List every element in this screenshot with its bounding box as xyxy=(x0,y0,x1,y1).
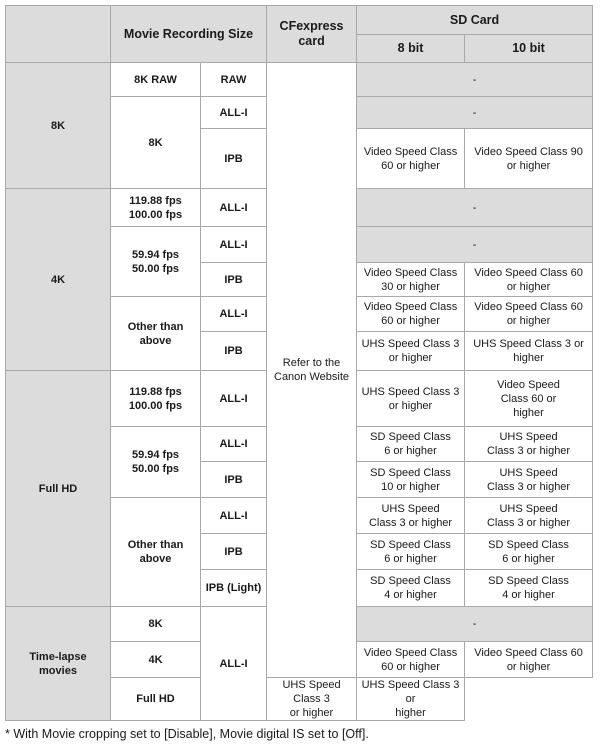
compression-cell: ALL-I xyxy=(201,498,267,534)
sd-8bit-cell: UHS Speed Class 3 or higher xyxy=(357,332,465,371)
sd-8bit-cell: Video Speed Class 60 or higher xyxy=(357,297,465,332)
group-4k: 4K xyxy=(6,189,111,371)
header-recording-size: Movie Recording Size xyxy=(111,6,267,63)
sd-10bit-cell: SD Speed Class 4 or higher xyxy=(465,570,593,607)
size-cell: 119.88 fps 100.00 fps xyxy=(111,371,201,427)
table-row xyxy=(6,63,593,97)
group-8k: 8K xyxy=(6,63,111,189)
header-sd-card: SD Card xyxy=(357,6,593,35)
compression-cell: ALL-I xyxy=(201,297,267,332)
compression-cell: RAW xyxy=(201,63,267,97)
compression-cell: ALL-I xyxy=(201,227,267,263)
compression-cell: ALL-I xyxy=(201,371,267,427)
group-time-lapse: Time-lapse movies xyxy=(6,607,111,721)
compression-cell: ALL-I xyxy=(201,427,267,462)
group-full-hd: Full HD xyxy=(6,371,111,607)
sd-8bit-cell: UHS Speed Class 3 or higher xyxy=(357,498,465,534)
compression-cell: IPB (Light) xyxy=(201,570,267,607)
sd-8bit-cell: UHS Speed Class 3 or higher xyxy=(267,678,357,721)
header-row xyxy=(6,6,593,35)
cfexpress-note: Refer to the Canon Website xyxy=(267,63,357,678)
sd-10bit-cell: UHS Speed Class 3 or higher xyxy=(465,427,593,462)
compression-cell: IPB xyxy=(201,534,267,570)
size-cell: Other than above xyxy=(111,498,201,607)
sd-10bit-cell: UHS Speed Class 3 or higher xyxy=(357,678,465,721)
size-cell: 59.94 fps 50.00 fps xyxy=(111,427,201,498)
not-supported-cell: - xyxy=(357,189,593,227)
compression-cell: ALL-I xyxy=(201,607,267,721)
compression-cell: IPB xyxy=(201,332,267,371)
compression-cell: ALL-I xyxy=(201,97,267,129)
compression-cell: ALL-I xyxy=(201,189,267,227)
not-supported-cell: - xyxy=(357,227,593,263)
sd-8bit-cell: Video Speed Class 60 or higher xyxy=(357,129,465,189)
sd-8bit-cell: Video Speed Class 60 or higher xyxy=(357,642,465,678)
not-supported-cell: - xyxy=(357,607,593,642)
size-cell: 8K xyxy=(111,607,201,642)
sd-8bit-cell: Video Speed Class 30 or higher xyxy=(357,263,465,297)
sd-10bit-cell: SD Speed Class 6 or higher xyxy=(465,534,593,570)
header-cfexpress: CFexpress card xyxy=(267,6,357,63)
sd-10bit-cell: Video Speed Class 60 or higher xyxy=(465,642,593,678)
header-10bit: 10 bit xyxy=(465,35,593,63)
sd-8bit-cell: SD Speed Class 6 or higher xyxy=(357,427,465,462)
sd-10bit-cell: UHS Speed Class 3 or higher xyxy=(465,498,593,534)
size-cell: Full HD xyxy=(111,678,201,721)
sd-10bit-cell: Video Speed Class 90 or higher xyxy=(465,129,593,189)
sd-8bit-cell: SD Speed Class 4 or higher xyxy=(357,570,465,607)
sd-10bit-cell: Video Speed Class 60 or higher xyxy=(465,371,593,427)
compression-cell: IPB xyxy=(201,462,267,498)
size-cell: 8K RAW xyxy=(111,63,201,97)
header-8bit: 8 bit xyxy=(357,35,465,63)
sd-8bit-cell: UHS Speed Class 3 or higher xyxy=(357,371,465,427)
corner-header xyxy=(6,6,111,63)
sd-8bit-cell: SD Speed Class 10 or higher xyxy=(357,462,465,498)
sd-8bit-cell: SD Speed Class 6 or higher xyxy=(357,534,465,570)
sd-10bit-cell: UHS Speed Class 3 or higher xyxy=(465,462,593,498)
not-supported-cell: - xyxy=(357,97,593,129)
compression-cell: IPB xyxy=(201,263,267,297)
size-cell: Other than above xyxy=(111,297,201,371)
sd-10bit-cell: Video Speed Class 60 or higher xyxy=(465,297,593,332)
size-cell: 59.94 fps 50.00 fps xyxy=(111,227,201,297)
sd-10bit-cell: UHS Speed Class 3 or higher xyxy=(465,332,593,371)
not-supported-cell: - xyxy=(357,63,593,97)
card-requirements-table xyxy=(5,5,593,721)
size-cell: 4K xyxy=(111,642,201,678)
compression-cell: IPB xyxy=(201,129,267,189)
size-cell: 119.88 fps 100.00 fps xyxy=(111,189,201,227)
size-cell: 8K xyxy=(111,97,201,189)
footnote: * With Movie cropping set to [Disable], Movie digital IS set to [Off]. xyxy=(5,727,369,741)
sd-10bit-cell: Video Speed Class 60 or higher xyxy=(465,263,593,297)
